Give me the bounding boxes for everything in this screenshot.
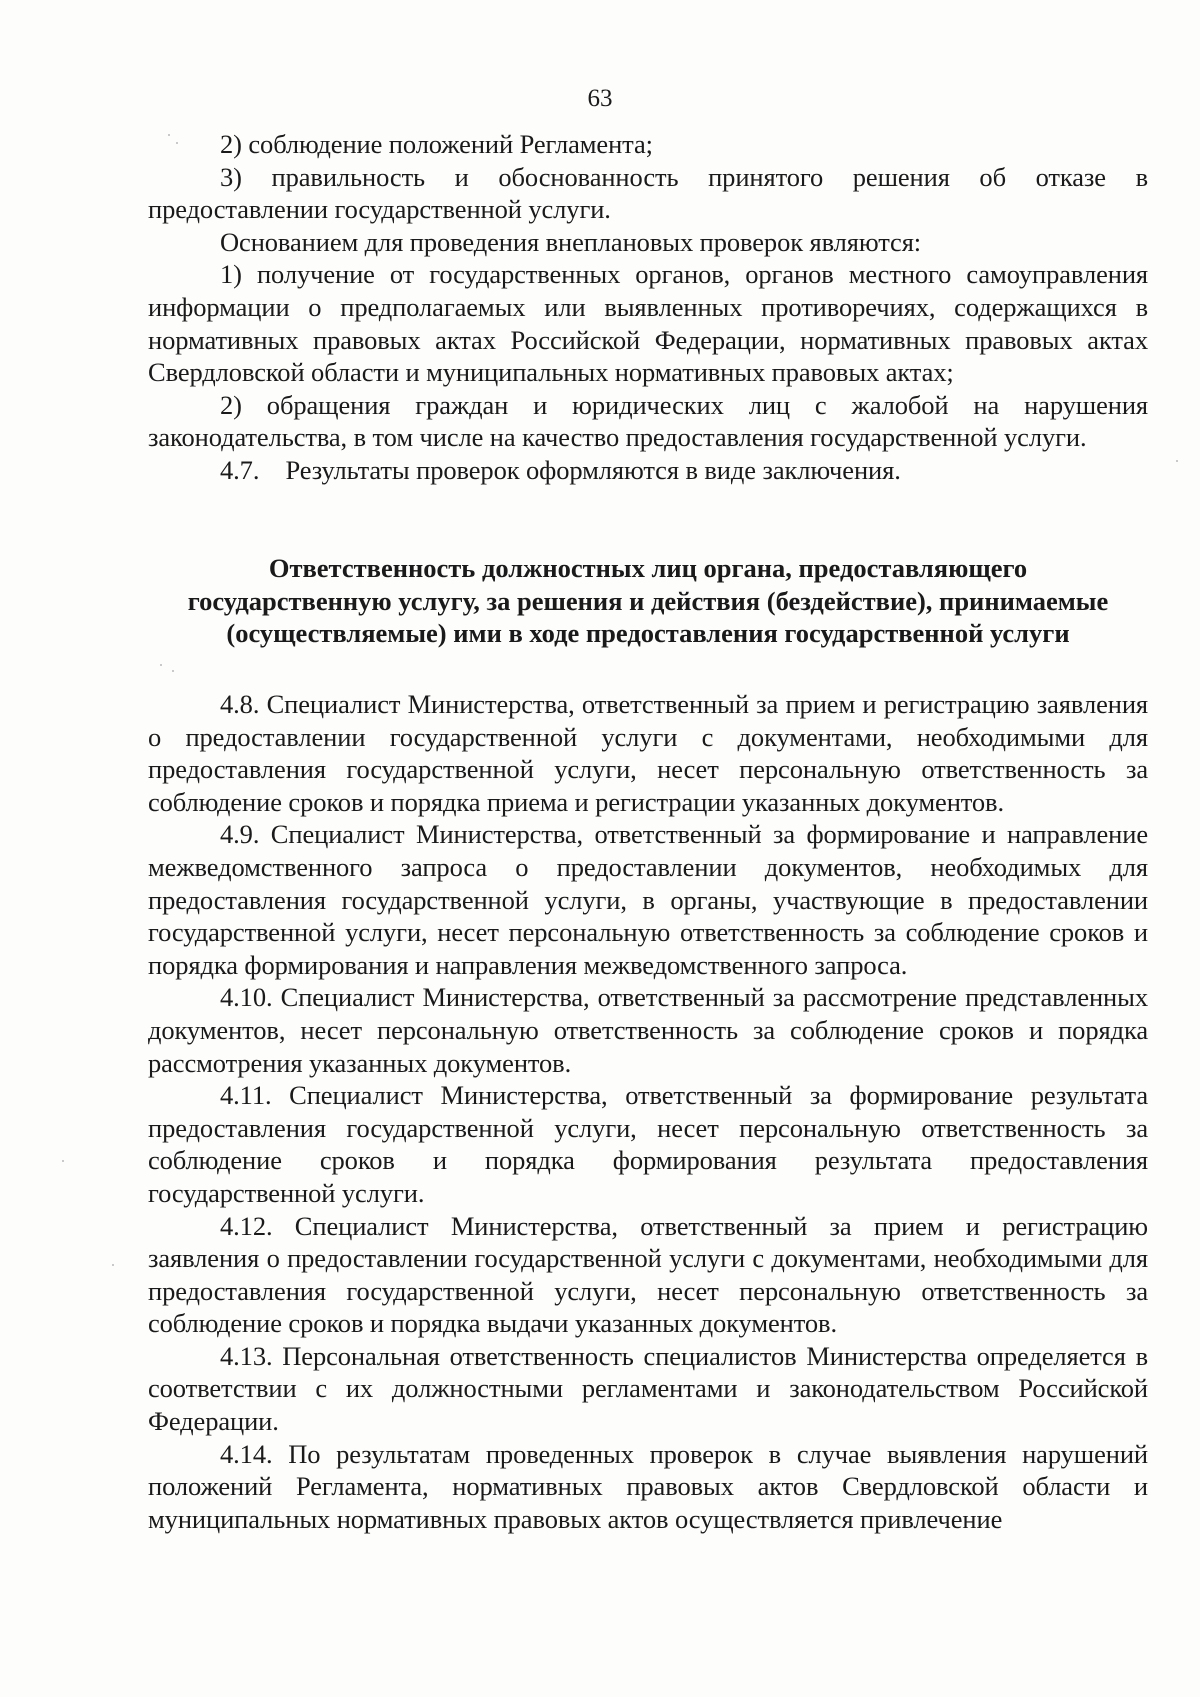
paragraph-4-9: 4.9. Специалист Министерства, ответственный за формирование и направление межведомственного запроса о предоставлении документов, необходимых для предоставления государственной услуги, в органы, участвующие в предоставлении государственной услуги, несет персональную ответственность за соблюдение сроков и порядка формирования и направления межведомственного запроса. <box>148 819 1148 980</box>
paragraph-ground-2: 2) обращения граждан и юридических лиц с жалобой на нарушения законодательства, в том числе на качество предоставления государственной услуги. <box>148 389 1148 453</box>
paragraph-ground-1: 1) получение от государственных органов, органов местного самоуправления информации о предполагаемых или выявленных противоречиях, содержащихся в нормативных правовых актах Российской Федерации, нормативных правовых актах Свердловской области и муниципальных нормативных правовых актах; <box>148 259 1148 388</box>
paragraph-4-13: 4.13. Персональная ответственность специалистов Министерства определяется в соответствии с их должностными регламентами и законодательством Российской Федерации. <box>148 1340 1148 1437</box>
section-heading <box>148 552 1148 650</box>
paragraph-4-14: 4.14. По результатам проведенных проверок в случае выявления нарушений положений Регламента, нормативных правовых актов Свердловской области и муниципальных нормативных правовых актов осуществляется привлечение <box>148 1438 1148 1534</box>
paragraph-4-12: 4.12. Специалист Министерства, ответственный за прием и регистрацию заявления о предоставлении государственной услуги с документами, необходимыми для предоставления государственной услуги, несет персональную ответственность за соблюдение сроков и порядка выдачи указанных документов. <box>148 1210 1148 1339</box>
paragraph-item-3-refusal: 3) правильность и обоснованность принятого решения об отказе в предоставлении государственной услуги. <box>148 161 1148 225</box>
scan-speck <box>1176 460 1178 462</box>
paragraph-4-8: 4.8. Специалист Министерства, ответственный за прием и регистрацию заявления о предоставлении государственной услуги с документами, необходимыми для предоставления государственной услуги, несет персональную ответственность за соблюдение сроков и порядка приема и регистрации указанных документов. <box>148 689 1148 817</box>
paragraphs-block-2 <box>148 688 1148 1535</box>
heading-line-3: (осуществляемые) ими в ходе предоставления государственной услуги <box>226 618 1070 649</box>
scan-speck <box>160 664 162 666</box>
paragraph-4-7: 4.7. Результаты проверок оформляются в виде заключения. <box>220 454 901 485</box>
paragraph-item-2-compliance: 2) соблюдение положений Регламента; <box>220 129 653 159</box>
paragraph-4-10: 4.10. Специалист Министерства, ответственный за рассмотрение представленных документов, несет персональную ответственность за соблюдение сроков и порядка рассмотрения указанных документов. <box>148 982 1148 1078</box>
paragraph-unscheduled-grounds: Основанием для проведения внеплановых проверок являются: <box>220 226 922 257</box>
scan-speck <box>62 1160 64 1162</box>
scan-speck <box>168 134 170 136</box>
paragraph-4-11: 4.11. Специалист Министерства, ответственный за формирование результата предоставления государственной услуги, несет персональную ответственность за соблюдение сроков и порядка формирования результата предоставления государственной услуги. <box>148 1080 1148 1208</box>
scan-speck <box>112 1264 114 1266</box>
scan-speck <box>172 670 174 672</box>
heading-line-2: государственную услугу, за решения и действия (бездействие), принимаемые <box>187 585 1109 616</box>
heading-line-1: Ответственность должностных лиц органа, предоставляющего <box>268 553 1028 583</box>
scan-speck <box>176 142 178 144</box>
page-number: 63 <box>587 85 613 112</box>
paragraphs-block-1 <box>148 128 1148 487</box>
